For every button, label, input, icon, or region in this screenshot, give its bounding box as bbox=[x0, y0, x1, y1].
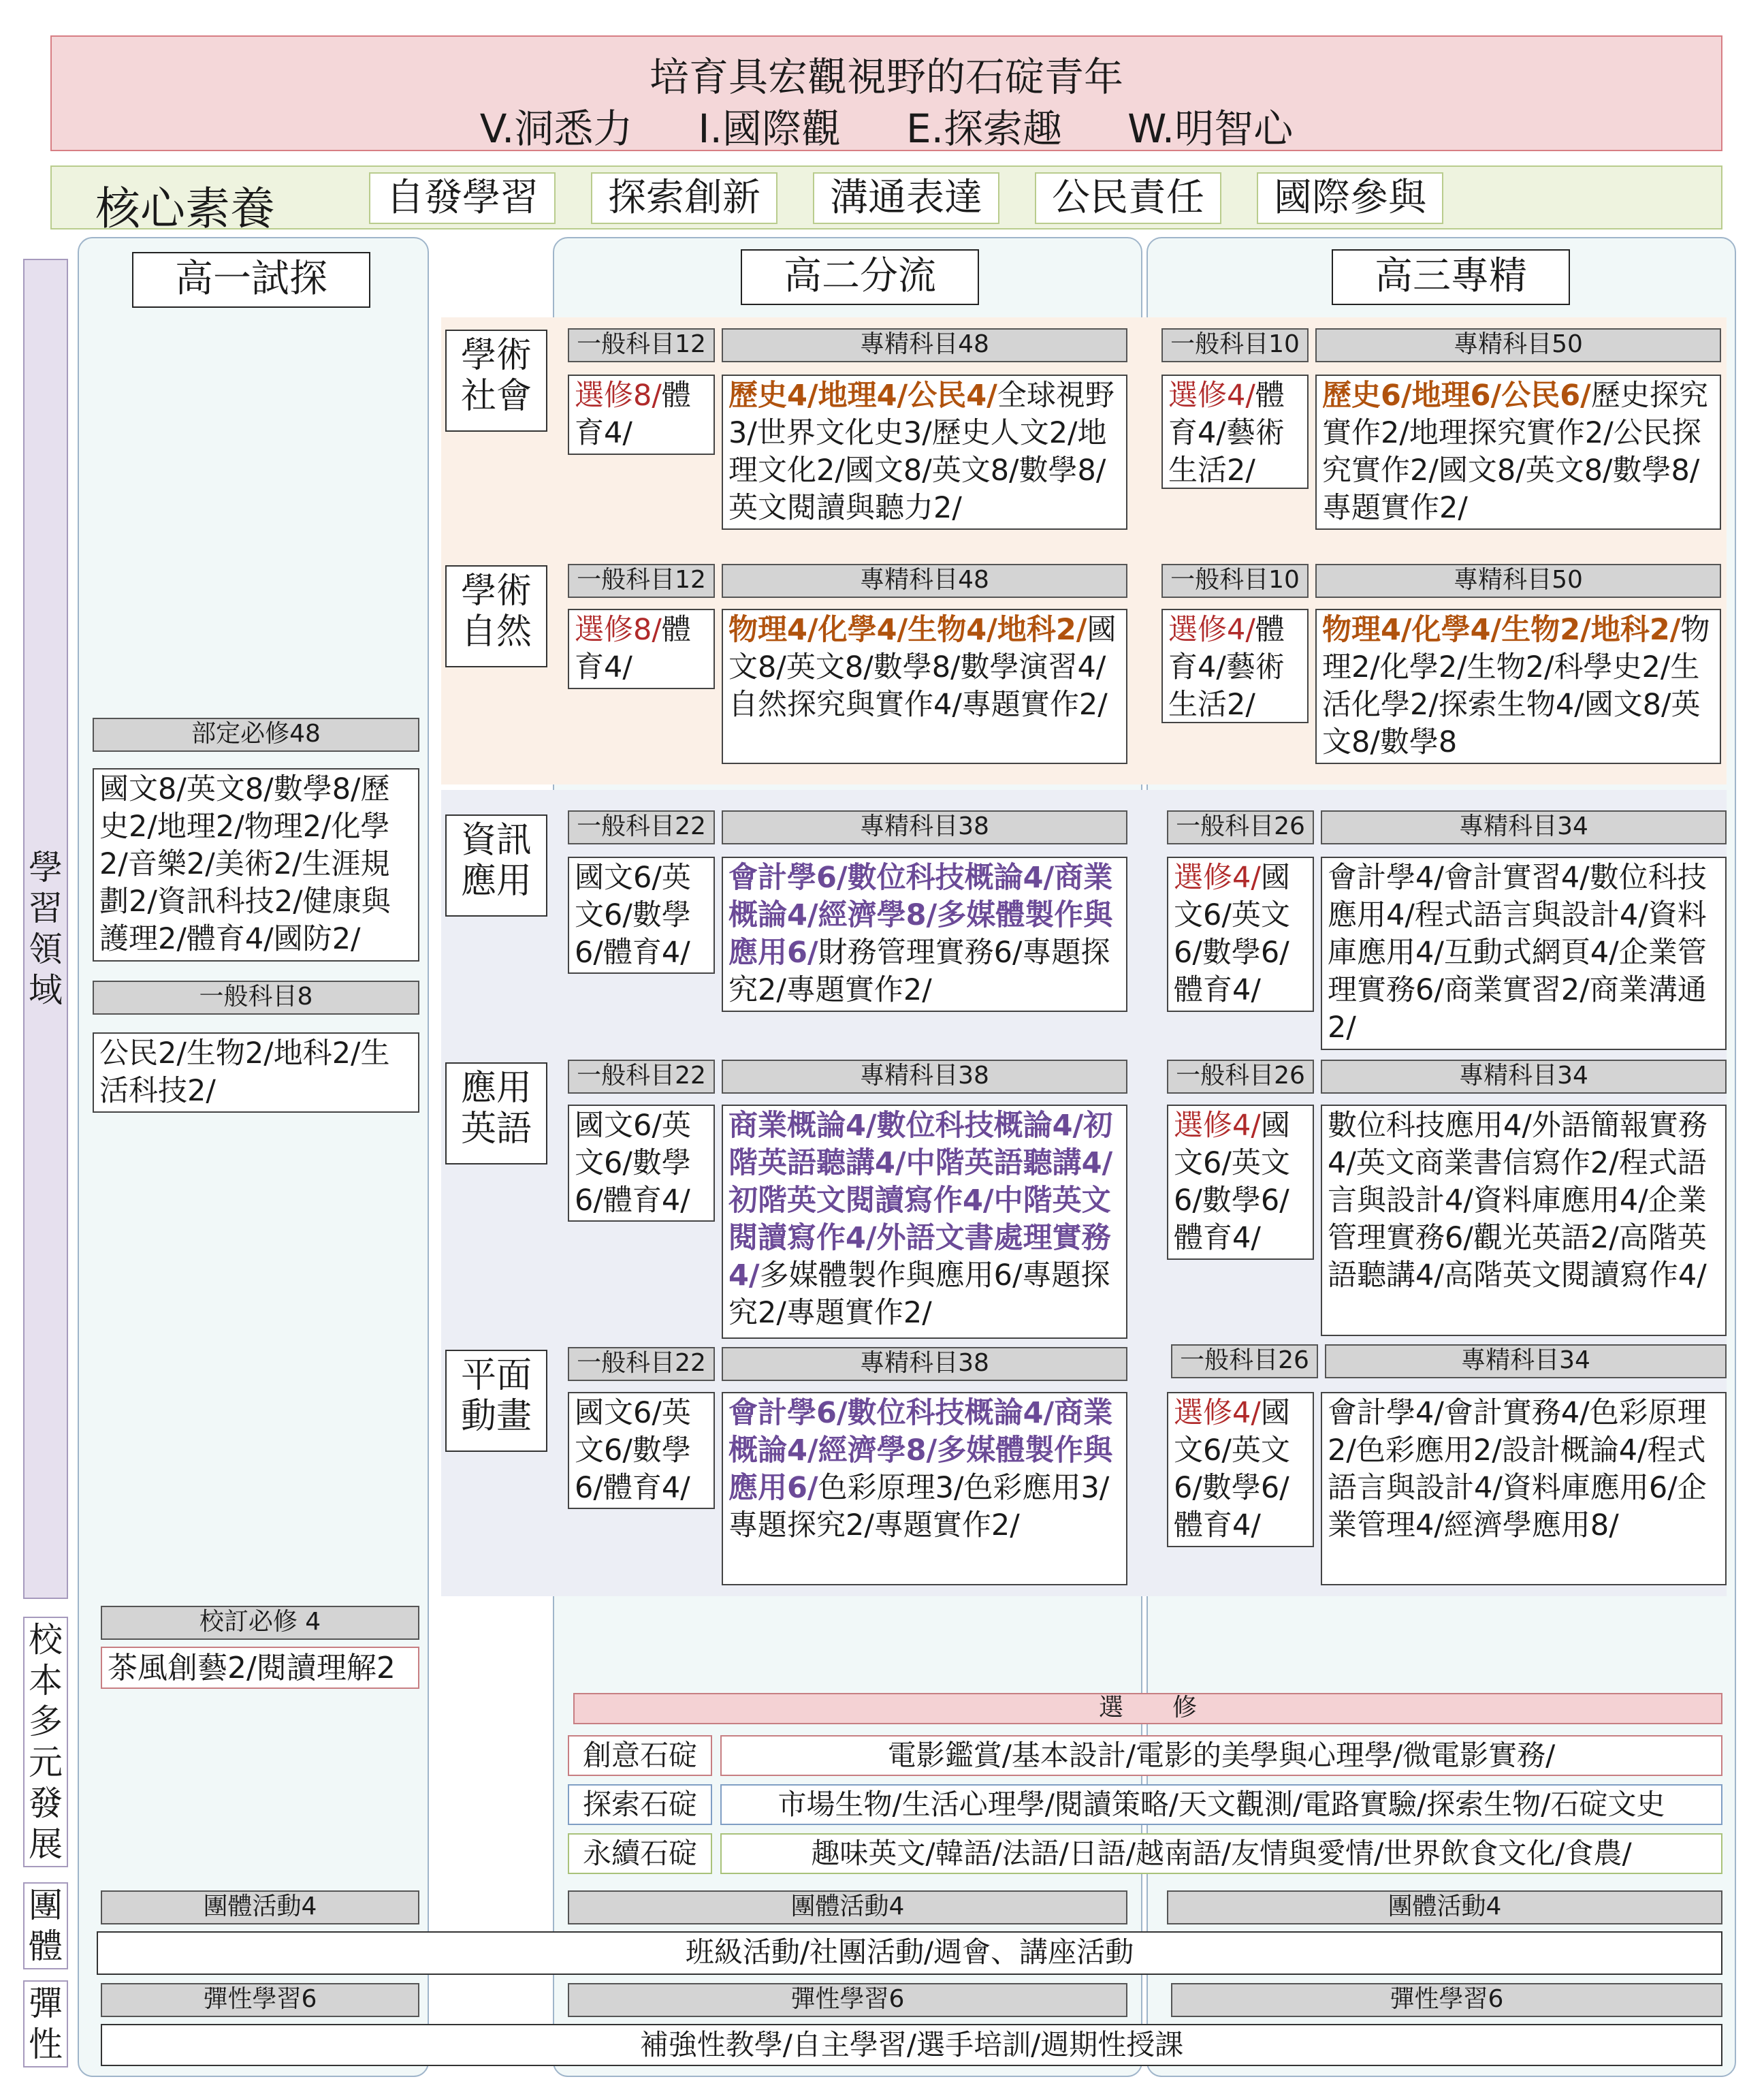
core-competency-bar bbox=[50, 165, 1722, 235]
side-label-flex bbox=[23, 1980, 68, 2067]
g2-specialized-body bbox=[722, 857, 1127, 1012]
g3-specialized-body bbox=[1321, 1392, 1727, 1585]
general-courses: 體育4/藝術生活2/ bbox=[1168, 379, 1285, 488]
specialized-courses: 物理2/化學2/生物2/科學史2/生活化學2/探索生物4/國文8/英文8/數學8 bbox=[1322, 613, 1710, 759]
general-courses: 國文6/英文6/數學6/體育4/ bbox=[575, 1396, 691, 1505]
g3-general-title: 一般科目10 bbox=[1161, 328, 1309, 362]
vision-item: E.探索趣 bbox=[905, 106, 1063, 152]
elective-credit: 選修4/ bbox=[1168, 379, 1255, 413]
flex-learning-g3: 彈性學習6 bbox=[1171, 1983, 1722, 2017]
track-label-info: 資訊應用 bbox=[445, 814, 547, 917]
g3-general-title: 一般科目26 bbox=[1167, 810, 1314, 844]
general-courses: 國文6/英文6/數學6/體育4/ bbox=[575, 861, 691, 970]
elective-group-name: 創意石碇 bbox=[568, 1735, 712, 1776]
flex-learning-body: 補強性教學/自主學習/選手培訓/週期性授課 bbox=[101, 2024, 1722, 2066]
g2-general-title: 一般科目22 bbox=[568, 1347, 715, 1381]
panel-grade1 bbox=[78, 237, 429, 2077]
specialized-courses: 色彩原理3/色彩應用3/專題探究2/專題實作2/ bbox=[728, 1471, 1110, 1542]
general-courses: 體育4/ bbox=[575, 379, 691, 450]
g2-general-body bbox=[568, 857, 715, 974]
g2-general-body bbox=[568, 375, 715, 455]
general-courses: 體育4/ bbox=[575, 613, 691, 684]
track-label-animation: 平面動畫 bbox=[445, 1350, 547, 1452]
core-courses: 物理4/化學4/生物4/地科2/ bbox=[728, 613, 1087, 647]
g2-specialized-title: 專精科目38 bbox=[722, 810, 1127, 844]
group-activity-g1: 團體活動4 bbox=[101, 1890, 419, 1924]
g3-specialized-body bbox=[1315, 609, 1721, 764]
grade1-required-body: 國文8/英文8/數學8/歷史2/地理2/物理2/化學2/音樂2/美術2/生涯規劃2/資訊科技2/健康與護理2/體育4/國防2/ bbox=[93, 768, 419, 962]
general-courses: 體育4/藝術生活2/ bbox=[1168, 613, 1285, 722]
year-title-1: 高一試探 bbox=[132, 252, 370, 308]
specialized-courses: 歷史探究實作2/地理探究實作2/公民探究實作2/國文8/英文8/數學8/專題實作2/ bbox=[1322, 379, 1708, 525]
core-item: 公民責任 bbox=[1035, 172, 1221, 224]
g3-general-body bbox=[1167, 1392, 1314, 1547]
elective-credit: 選修8/ bbox=[575, 613, 662, 647]
g3-specialized-title: 專精科目34 bbox=[1325, 1344, 1727, 1378]
year-title-3: 高三專精 bbox=[1332, 249, 1570, 305]
side-label-learning bbox=[23, 259, 68, 1599]
specialized-courses: 財務管理實務6/專題探究2/專題實作2/ bbox=[728, 936, 1110, 1007]
elective-group-courses: 市場生物/生活心理學/閱讀策略/天文觀測/電路實驗/探索生物/石碇文史 bbox=[720, 1784, 1722, 1825]
core-item: 國際參與 bbox=[1257, 172, 1443, 224]
g2-general-title: 一般科目12 bbox=[568, 328, 715, 362]
core-courses: 歷史4/地理4/公民4/ bbox=[728, 379, 997, 413]
track-label-social: 學術社會 bbox=[445, 330, 547, 432]
vision-item: I.國際觀 bbox=[698, 106, 841, 152]
g2-general-body bbox=[568, 609, 715, 689]
flex-learning-g2: 彈性學習6 bbox=[568, 1983, 1127, 2017]
g2-specialized-title: 專精科目48 bbox=[722, 328, 1127, 362]
elective-group-courses: 趣味英文/韓語/法語/日語/越南語/友情與愛情/世界飲食文化/食農/ bbox=[720, 1833, 1722, 1874]
g2-general-body bbox=[568, 1105, 715, 1222]
side-text: 彈性 bbox=[29, 1984, 63, 2064]
grade1-general-body: 公民2/生物2/地科2/生活科技2/ bbox=[93, 1032, 419, 1113]
g3-general-title: 一般科目26 bbox=[1167, 1060, 1314, 1094]
vision-banner bbox=[50, 35, 1722, 151]
elective-credit: 選修4/ bbox=[1174, 1109, 1261, 1143]
core-courses: 歷史6/地理6/公民6/ bbox=[1322, 379, 1591, 413]
elective-credit: 選修4/ bbox=[1174, 1396, 1261, 1430]
core-courses: 會計學6/數位科技概論4/商業概論4/經濟學8/多媒體製作與應用6/ bbox=[728, 1396, 1113, 1505]
general-courses: 國文6/英文6/數學6/體育4/ bbox=[575, 1109, 691, 1218]
elective-group-name: 永續石碇 bbox=[568, 1833, 712, 1874]
grade1-school-body: 茶風創藝2/閱讀理解2 bbox=[101, 1647, 419, 1689]
core-item: 探索創新 bbox=[591, 172, 777, 224]
vision-title: 培育具宏觀視野的石碇青年 bbox=[649, 54, 1123, 100]
g3-specialized-body bbox=[1315, 375, 1721, 530]
side-text: 校本多元發展 bbox=[29, 1620, 63, 1864]
core-courses: 物理4/化學4/生物2/地科2/ bbox=[1322, 613, 1681, 647]
side-text: 學習領域 bbox=[29, 848, 63, 1010]
vision-items bbox=[52, 97, 1721, 154]
g3-general-body bbox=[1161, 609, 1309, 723]
g2-specialized-body bbox=[722, 1105, 1127, 1339]
side-label-group bbox=[23, 1882, 68, 1969]
g2-specialized-body bbox=[722, 609, 1127, 764]
track-label-science: 學術自然 bbox=[445, 565, 547, 667]
g2-specialized-body bbox=[722, 1392, 1127, 1585]
core-label: 核心素養 bbox=[95, 183, 275, 235]
elective-credit: 選修4/ bbox=[1174, 861, 1261, 895]
g3-general-body bbox=[1167, 1105, 1314, 1260]
flex-learning-g1: 彈性學習6 bbox=[101, 1983, 419, 2017]
core-item: 溝通表達 bbox=[813, 172, 999, 224]
g2-specialized-body bbox=[722, 375, 1127, 530]
specialized-courses: 會計學4/會計實習4/數位科技應用4/程式語言與設計4/資料庫應用4/互動式網頁4/企業管理實務6/商業實習2/商業溝通2/ bbox=[1328, 861, 1707, 1045]
vision-item: V.洞悉力 bbox=[479, 106, 633, 152]
g3-specialized-title: 專精科目50 bbox=[1315, 564, 1721, 598]
core-item: 自發學習 bbox=[369, 172, 556, 224]
g2-specialized-title: 專精科目48 bbox=[722, 564, 1127, 598]
group-activity-g2: 團體活動4 bbox=[568, 1890, 1127, 1924]
general-courses: 國文6/英文6/數學6/體育4/ bbox=[1174, 861, 1290, 1007]
g3-general-body bbox=[1167, 857, 1314, 1012]
grade1-school-title: 校訂必修 4 bbox=[101, 1606, 419, 1640]
specialized-courses: 國文8/英文8/數學8/數學演習4/自然探究與實作4/專題實作2/ bbox=[728, 613, 1117, 722]
vision-item: W.明智心 bbox=[1127, 106, 1294, 152]
g2-specialized-title: 專精科目38 bbox=[722, 1347, 1127, 1381]
specialized-courses: 會計學4/會計實務4/色彩原理2/色彩應用2/設計概論4/程式語言與設計4/資料庫應用6/企業管理4/經濟學應用8/ bbox=[1328, 1396, 1707, 1542]
specialized-courses: 多媒體製作與應用6/專題探究2/專題實作2/ bbox=[728, 1258, 1110, 1330]
g2-general-title: 一般科目12 bbox=[568, 564, 715, 598]
g3-specialized-body bbox=[1321, 1105, 1727, 1336]
elective-group-courses: 電影鑑賞/基本設計/電影的美學與心理學/微電影實務/ bbox=[720, 1735, 1722, 1776]
core-courses: 商業概論4/數位科技概論4/初階英語聽講4/中階英語聽講4/初階英文閱讀寫作4/中階英文閱讀寫作4/外語文書處理實務4/ bbox=[728, 1109, 1113, 1293]
g3-general-title: 一般科目10 bbox=[1161, 564, 1309, 598]
specialized-courses: 全球視野3/世界文化史3/歷史人文2/地理文化2/國文8/英文8/數學8/英文閱讀與聽力2/ bbox=[728, 379, 1114, 525]
group-activity-body: 班級活動/社團活動/週會、講座活動 bbox=[97, 1931, 1722, 1975]
elective-credit: 選修8/ bbox=[575, 379, 662, 413]
year-title-2: 高二分流 bbox=[741, 249, 979, 305]
specialized-courses: 數位科技應用4/外語簡報實務4/英文商業書信寫作2/程式語言與設計4/資料庫應用4/企業管理實務6/觀光英語2/高階英語聽講4/高階英文閱讀寫作4/ bbox=[1328, 1109, 1707, 1293]
electives-header: 選 修 bbox=[573, 1693, 1722, 1724]
general-courses: 國文6/英文6/數學6/體育4/ bbox=[1174, 1396, 1290, 1542]
g2-general-title: 一般科目22 bbox=[568, 1060, 715, 1094]
g3-general-body bbox=[1161, 375, 1309, 489]
elective-group-name: 探索石碇 bbox=[568, 1784, 712, 1825]
g2-general-title: 一般科目22 bbox=[568, 810, 715, 844]
g3-specialized-title: 專精科目34 bbox=[1321, 810, 1727, 844]
g3-general-title: 一般科目26 bbox=[1171, 1344, 1318, 1378]
g3-specialized-title: 專精科目50 bbox=[1315, 328, 1721, 362]
g2-general-body bbox=[568, 1392, 715, 1509]
track-label-english: 應用英語 bbox=[445, 1062, 547, 1164]
g3-specialized-title: 專精科目34 bbox=[1321, 1060, 1727, 1094]
general-courses: 國文6/英文6/數學6/體育4/ bbox=[1174, 1109, 1290, 1255]
core-courses: 會計學6/數位科技概論4/商業概論4/經濟學8/多媒體製作與應用6/ bbox=[728, 861, 1113, 970]
side-text: 團體 bbox=[29, 1886, 63, 1966]
group-activity-g3: 團體活動4 bbox=[1167, 1890, 1722, 1924]
side-label-school bbox=[23, 1617, 68, 1867]
g2-specialized-title: 專精科目38 bbox=[722, 1060, 1127, 1094]
grade1-required-title: 部定必修48 bbox=[93, 718, 419, 752]
grade1-general-title: 一般科目8 bbox=[93, 981, 419, 1015]
g3-specialized-body bbox=[1321, 857, 1727, 1050]
elective-credit: 選修4/ bbox=[1168, 613, 1255, 647]
